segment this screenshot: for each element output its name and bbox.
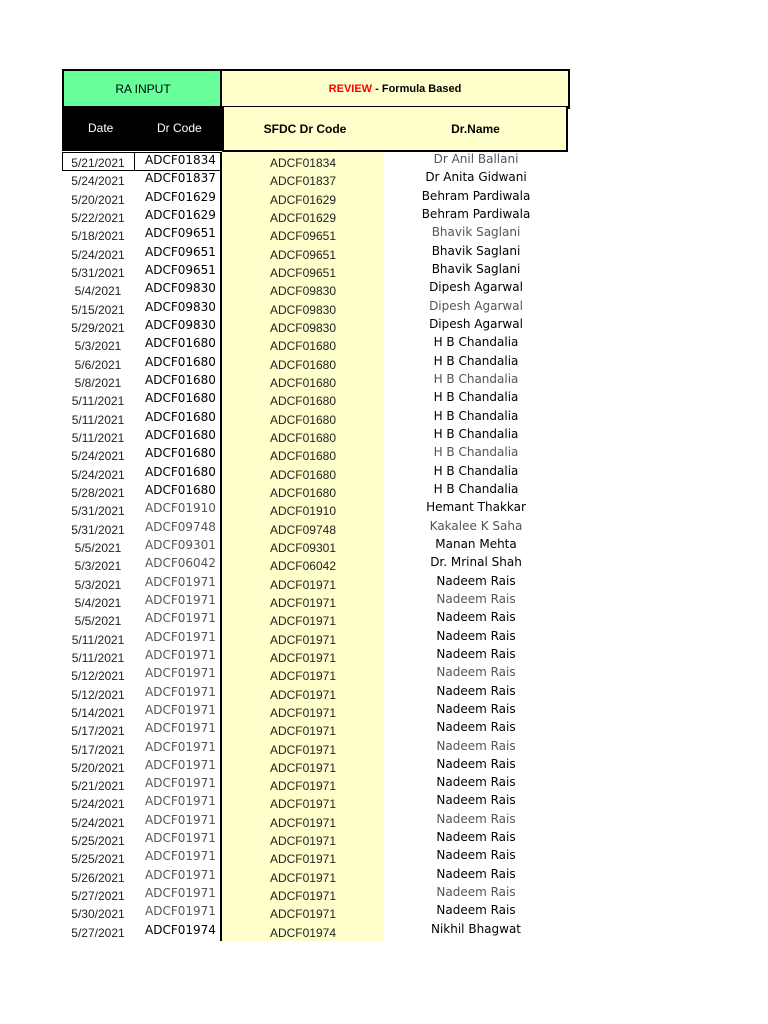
date-cell[interactable]: 5/5/2021 — [74, 540, 122, 555]
data-rows — [62, 152, 570, 940]
table-row — [62, 189, 570, 207]
table-row — [62, 409, 570, 427]
sfdc-code-cell[interactable]: ADCF09748 — [269, 522, 337, 537]
dr-name-cell[interactable]: Nadeem Rais — [436, 756, 516, 771]
table-row — [62, 372, 570, 390]
table-row — [62, 335, 570, 353]
date-cell[interactable]: 5/3/2021 — [74, 577, 122, 592]
dr-code-cell[interactable]: ADCF01971 — [145, 721, 216, 736]
table-row — [62, 427, 570, 445]
date-cell[interactable]: 5/24/2021 — [71, 815, 125, 830]
table-row — [62, 555, 570, 573]
dr-name-cell[interactable]: H B Chandalia — [433, 445, 519, 460]
date-cell[interactable]: 5/18/2021 — [71, 229, 125, 244]
table-row — [62, 519, 570, 537]
sfdc-code-cell[interactable]: ADCF09830 — [269, 302, 337, 317]
dr-code-cell[interactable]: ADCF09651 — [145, 262, 216, 277]
dr-name-cell[interactable]: H B Chandalia — [433, 353, 519, 368]
table-row — [62, 262, 570, 280]
table-row — [62, 775, 570, 793]
sfdc-code-cell[interactable]: ADCF09830 — [269, 320, 337, 335]
dr-code-cell[interactable]: ADCF01680 — [145, 409, 216, 424]
date-cell[interactable]: 5/11/2021 — [71, 632, 125, 647]
table-row — [62, 903, 570, 921]
dr-code-cell[interactable]: ADCF01680 — [145, 464, 216, 479]
dr-code-cell[interactable]: ADCF01971 — [145, 904, 216, 919]
dr-name-cell[interactable]: Nadeem Rais — [436, 701, 516, 716]
date-cell[interactable]: 5/31/2021 — [71, 265, 125, 280]
dr-code-cell[interactable]: ADCF01680 — [145, 336, 216, 351]
date-cell[interactable]: 5/8/2021 — [74, 375, 122, 390]
dr-name-cell[interactable]: Hemant Thakkar — [426, 500, 526, 515]
table-row — [62, 647, 570, 665]
sfdc-code-cell[interactable]: ADCF01680 — [269, 412, 337, 427]
sfdc-code-cell[interactable]: ADCF01971 — [269, 815, 337, 830]
table-row — [62, 354, 570, 372]
dr-name-cell[interactable]: Dr. Mrinal Shah — [430, 555, 522, 570]
dr-code-cell[interactable]: ADCF09651 — [145, 226, 216, 241]
dr-name-cell[interactable]: Kakalee K Saha — [429, 518, 523, 533]
sfdc-code-cell[interactable]: ADCF01680 — [269, 430, 337, 445]
sfdc-code-cell[interactable]: ADCF01971 — [269, 614, 337, 629]
date-cell[interactable]: 5/11/2021 — [71, 412, 125, 427]
date-cell[interactable]: 5/4/2021 — [74, 595, 122, 610]
sfdc-code-cell[interactable]: ADCF01971 — [269, 742, 337, 757]
dr-name-cell[interactable]: Behram Pardiwala — [421, 206, 531, 221]
date-cell[interactable]: 5/12/2021 — [71, 687, 125, 702]
ra-input-label: RA INPUT — [115, 82, 171, 96]
dr-code-cell[interactable]: ADCF01629 — [145, 189, 216, 204]
dr-name-cell[interactable]: Bhavik Saglani — [431, 243, 521, 258]
date-cell[interactable]: 5/24/2021 — [71, 247, 125, 262]
date-cell[interactable]: 5/24/2021 — [71, 467, 125, 482]
dr-code-cell[interactable]: ADCF01910 — [145, 501, 216, 516]
table-row — [62, 867, 570, 885]
sfdc-code-cell[interactable]: ADCF01971 — [269, 595, 337, 610]
dr-name-cell[interactable]: Nadeem Rais — [436, 903, 516, 918]
sfdc-code-cell[interactable]: ADCF01971 — [269, 889, 337, 904]
table-row — [62, 152, 570, 170]
sfdc-code-cell[interactable]: ADCF01971 — [269, 650, 337, 665]
dr-code-column-header[interactable]: Dr Code — [157, 121, 202, 135]
date-cell[interactable]: 5/5/2021 — [74, 614, 122, 629]
dr-code-cell[interactable]: ADCF09301 — [145, 537, 216, 552]
dr-name-cell[interactable]: Nadeem Rais — [436, 866, 516, 881]
dr-code-cell[interactable]: ADCF01680 — [145, 482, 216, 497]
dr-code-cell[interactable]: ADCF01629 — [145, 207, 216, 222]
date-cell[interactable]: 5/15/2021 — [71, 302, 125, 317]
table-row — [62, 702, 570, 720]
date-cell[interactable]: 5/21/2021 — [71, 156, 125, 170]
sfdc-code-cell[interactable]: ADCF01971 — [269, 779, 337, 794]
table-row — [62, 793, 570, 811]
sfdc-code-cell[interactable]: ADCF01680 — [269, 339, 337, 354]
sfdc-code-cell[interactable]: ADCF01910 — [269, 504, 337, 519]
table-row — [62, 592, 570, 610]
dr-code-cell[interactable]: ADCF01680 — [145, 446, 216, 461]
sfdc-code-cell[interactable]: ADCF06042 — [269, 559, 337, 574]
dr-name-cell[interactable]: Behram Pardiwala — [421, 188, 531, 203]
dr-name-cell[interactable]: Dipesh Agarwal — [429, 298, 523, 313]
dr-code-cell[interactable]: ADCF01971 — [145, 647, 216, 662]
date-cell[interactable]: 5/22/2021 — [71, 210, 125, 225]
date-cell[interactable]: 5/30/2021 — [71, 907, 125, 922]
sfdc-code-cell[interactable]: ADCF09830 — [269, 284, 337, 299]
sfdc-code-cell[interactable]: ADCF01971 — [269, 870, 337, 885]
table-row — [62, 757, 570, 775]
date-cell[interactable]: 5/14/2021 — [71, 705, 125, 720]
sfdc-column-header[interactable] — [222, 106, 387, 152]
dr-code-cell[interactable]: ADCF01971 — [145, 702, 216, 717]
sfdc-code-cell[interactable]: ADCF01971 — [269, 760, 337, 775]
date-cell[interactable]: 5/4/2021 — [74, 284, 122, 299]
table-row — [62, 244, 570, 262]
table-row — [62, 830, 570, 848]
date-cell[interactable]: 5/25/2021 — [71, 852, 125, 867]
dr-name-cell[interactable]: H B Chandalia — [433, 426, 519, 441]
dr-code-cell[interactable]: ADCF09830 — [145, 281, 216, 296]
dr-name-cell[interactable]: Nadeem Rais — [436, 793, 516, 808]
table-row — [62, 922, 570, 940]
dr-code-cell[interactable]: ADCF01971 — [145, 629, 216, 644]
dr-code-cell[interactable]: ADCF01971 — [145, 592, 216, 607]
date-cell[interactable]: 5/24/2021 — [71, 449, 125, 464]
date-cell[interactable]: 5/29/2021 — [71, 320, 125, 335]
sfdc-code-cell[interactable]: ADCF01971 — [269, 852, 337, 867]
sfdc-code-cell[interactable]: ADCF01680 — [269, 357, 337, 372]
dr-name-cell[interactable]: Nadeem Rais — [436, 830, 516, 845]
dr-name-cell[interactable]: Nadeem Rais — [436, 720, 516, 735]
dr-code-cell[interactable]: ADCF01971 — [145, 611, 216, 626]
sfdc-code-cell[interactable]: ADCF01834 — [269, 156, 337, 170]
table-row — [62, 299, 570, 317]
dr-code-cell[interactable]: ADCF06042 — [145, 556, 216, 571]
date-cell[interactable]: 5/24/2021 — [71, 797, 125, 812]
dr-name-cell[interactable]: Nadeem Rais — [436, 646, 516, 661]
spreadsheet — [62, 69, 570, 940]
date-cell[interactable]: 5/24/2021 — [71, 174, 125, 189]
ra-columns-header — [62, 106, 222, 151]
table-row — [62, 225, 570, 243]
dr-name-cell[interactable]: Nadeem Rais — [436, 683, 516, 698]
date-cell[interactable]: 5/20/2021 — [71, 760, 125, 775]
dr-name-cell[interactable]: Nadeem Rais — [436, 610, 516, 625]
dr-name-cell[interactable]: Nadeem Rais — [436, 738, 516, 753]
table-row — [62, 629, 570, 647]
review-header[interactable] — [220, 69, 570, 109]
dr-code-cell[interactable]: ADCF01971 — [145, 739, 216, 754]
table-row — [62, 812, 570, 830]
dr-name-cell[interactable]: H B Chandalia — [433, 481, 519, 496]
dr-name-cell[interactable]: Nadeem Rais — [436, 848, 516, 863]
dr-code-cell[interactable]: ADCF01971 — [145, 794, 216, 809]
dr-code-cell[interactable]: ADCF01971 — [145, 886, 216, 901]
sfdc-code-cell[interactable]: ADCF01680 — [269, 375, 337, 390]
date-cell[interactable]: 5/31/2021 — [71, 522, 125, 537]
sfdc-code-cell[interactable]: ADCF01680 — [269, 485, 337, 500]
sfdc-code-cell[interactable]: ADCF01971 — [269, 669, 337, 684]
sfdc-code-cell[interactable]: ADCF01680 — [269, 467, 337, 482]
dr-code-cell[interactable]: ADCF01837 — [145, 171, 216, 186]
date-cell[interactable]: 5/11/2021 — [71, 650, 125, 665]
sfdc-column-label: SFDC Dr Code — [263, 121, 347, 136]
table-row — [62, 390, 570, 408]
column-header-row — [62, 106, 570, 152]
ra-input-header[interactable] — [62, 69, 222, 109]
dr-name-cell[interactable]: Nadeem Rais — [436, 573, 516, 588]
sfdc-code-cell[interactable]: ADCF01837 — [269, 174, 337, 189]
table-row — [62, 537, 570, 555]
dr-code-cell[interactable]: ADCF01974 — [145, 922, 216, 937]
sfdc-code-cell[interactable]: ADCF09651 — [269, 247, 337, 262]
table-row — [62, 739, 570, 757]
table-row — [62, 317, 570, 335]
date-cell[interactable]: 5/26/2021 — [71, 870, 125, 885]
sfdc-code-cell[interactable]: ADCF01629 — [269, 192, 337, 207]
sfdc-code-cell[interactable]: ADCF01971 — [269, 797, 337, 812]
date-cell[interactable]: 5/28/2021 — [71, 485, 125, 500]
dr-code-cell[interactable]: ADCF01834 — [145, 153, 216, 167]
dr-code-cell[interactable]: ADCF01971 — [145, 831, 216, 846]
dr-code-cell[interactable]: ADCF01971 — [145, 666, 216, 681]
review-label: REVIEW — [328, 83, 373, 95]
dr-code-cell[interactable]: ADCF01680 — [145, 427, 216, 442]
table-row — [62, 848, 570, 866]
sfdc-code-cell[interactable]: ADCF01629 — [269, 210, 337, 225]
dr-name-cell[interactable]: Bhavik Saglani — [431, 225, 521, 240]
sfdc-code-cell[interactable]: ADCF01971 — [269, 687, 337, 702]
dr-name-cell[interactable]: Nadeem Rais — [436, 665, 516, 680]
table-row — [62, 610, 570, 628]
name-column-label: Dr.Name — [451, 121, 500, 136]
dr-name-cell[interactable]: Dr Anita Gidwani — [425, 170, 527, 185]
sfdc-code-cell[interactable]: ADCF01971 — [269, 632, 337, 647]
sfdc-code-cell[interactable]: ADCF01971 — [269, 577, 337, 592]
dr-code-cell[interactable]: ADCF01680 — [145, 391, 216, 406]
sfdc-code-cell[interactable]: ADCF09651 — [269, 229, 337, 244]
sfdc-code-cell[interactable]: ADCF01680 — [269, 394, 337, 409]
date-cell[interactable]: 5/17/2021 — [71, 742, 125, 757]
date-cell[interactable]: 5/27/2021 — [71, 925, 125, 940]
dr-code-cell[interactable]: ADCF01680 — [145, 372, 216, 387]
dr-code-cell[interactable]: ADCF01971 — [145, 849, 216, 864]
date-cell[interactable]: 5/3/2021 — [74, 559, 122, 574]
dr-code-cell[interactable]: ADCF01971 — [145, 574, 216, 589]
dr-code-cell[interactable]: ADCF01971 — [145, 684, 216, 699]
table-row — [62, 207, 570, 225]
table-row — [62, 684, 570, 702]
dr-name-cell[interactable]: Dr Anil Ballani — [433, 152, 519, 166]
date-cell[interactable]: 5/11/2021 — [71, 394, 125, 409]
dr-code-cell[interactable]: ADCF09830 — [145, 317, 216, 332]
dr-name-cell[interactable]: Bhavik Saglani — [431, 261, 521, 276]
dr-code-cell[interactable]: ADCF01680 — [145, 354, 216, 369]
sfdc-code-cell[interactable]: ADCF01680 — [269, 449, 337, 464]
date-cell[interactable]: 5/21/2021 — [71, 779, 125, 794]
dr-code-cell[interactable]: ADCF09830 — [145, 299, 216, 314]
date-cell[interactable]: 5/31/2021 — [71, 504, 125, 519]
table-row — [62, 170, 570, 188]
dr-name-cell[interactable]: H B Chandalia — [433, 335, 519, 350]
dr-name-cell[interactable]: Nadeem Rais — [436, 775, 516, 790]
dr-name-cell[interactable]: Manan Mehta — [435, 536, 517, 551]
date-cell[interactable]: 5/17/2021 — [71, 724, 125, 739]
date-cell[interactable]: 5/3/2021 — [74, 339, 122, 354]
review-suffix-label: - Formula Based — [372, 83, 462, 95]
dr-name-cell[interactable]: Nadeem Rais — [436, 811, 516, 826]
dr-code-cell[interactable]: ADCF09748 — [145, 519, 216, 534]
header-group-row — [62, 69, 570, 107]
table-row — [62, 665, 570, 683]
sfdc-code-cell[interactable]: ADCF01971 — [269, 907, 337, 922]
dr-name-cell[interactable]: H B Chandalia — [433, 390, 519, 405]
table-row — [62, 445, 570, 463]
date-cell[interactable]: 5/27/2021 — [71, 889, 125, 904]
table-row — [62, 482, 570, 500]
date-cell[interactable]: 5/25/2021 — [71, 834, 125, 849]
table-row — [62, 885, 570, 903]
dr-code-cell[interactable]: ADCF01971 — [145, 812, 216, 827]
date-column-header[interactable]: Date — [88, 121, 114, 135]
dr-name-cell[interactable]: Nikhil Bhagwat — [430, 921, 522, 936]
sfdc-code-cell[interactable]: ADCF09651 — [269, 265, 337, 280]
dr-name-cell[interactable]: Nadeem Rais — [436, 591, 516, 606]
table-row — [62, 280, 570, 298]
sfdc-code-cell[interactable]: ADCF01971 — [269, 705, 337, 720]
date-cell[interactable]: 5/6/2021 — [74, 357, 122, 372]
dr-name-cell[interactable]: H B Chandalia — [433, 371, 519, 386]
date-cell[interactable]: 5/20/2021 — [71, 192, 125, 207]
dr-code-cell[interactable]: ADCF01971 — [145, 867, 216, 882]
dr-name-cell[interactable]: Nadeem Rais — [436, 628, 516, 643]
dr-code-cell[interactable]: ADCF01971 — [145, 776, 216, 791]
table-row — [62, 500, 570, 518]
name-column-header[interactable] — [385, 106, 568, 152]
sfdc-code-cell[interactable]: ADCF01974 — [269, 925, 337, 940]
table-row — [62, 574, 570, 592]
date-cell[interactable]: 5/11/2021 — [71, 430, 125, 445]
sfdc-code-cell[interactable]: ADCF01971 — [269, 834, 337, 849]
sfdc-code-cell[interactable]: ADCF01971 — [269, 724, 337, 739]
sfdc-code-cell[interactable]: ADCF09301 — [269, 540, 337, 555]
table-row — [62, 720, 570, 738]
dr-name-cell[interactable]: Dipesh Agarwal — [429, 316, 523, 331]
dr-name-cell[interactable]: H B Chandalia — [433, 463, 519, 478]
dr-name-cell[interactable]: Nadeem Rais — [436, 885, 516, 900]
table-row — [62, 464, 570, 482]
dr-name-cell[interactable]: Dipesh Agarwal — [429, 280, 523, 295]
dr-name-cell[interactable]: H B Chandalia — [433, 408, 519, 423]
dr-code-cell[interactable]: ADCF09651 — [145, 244, 216, 259]
dr-code-cell[interactable]: ADCF01971 — [145, 757, 216, 772]
date-cell[interactable]: 5/12/2021 — [71, 669, 125, 684]
